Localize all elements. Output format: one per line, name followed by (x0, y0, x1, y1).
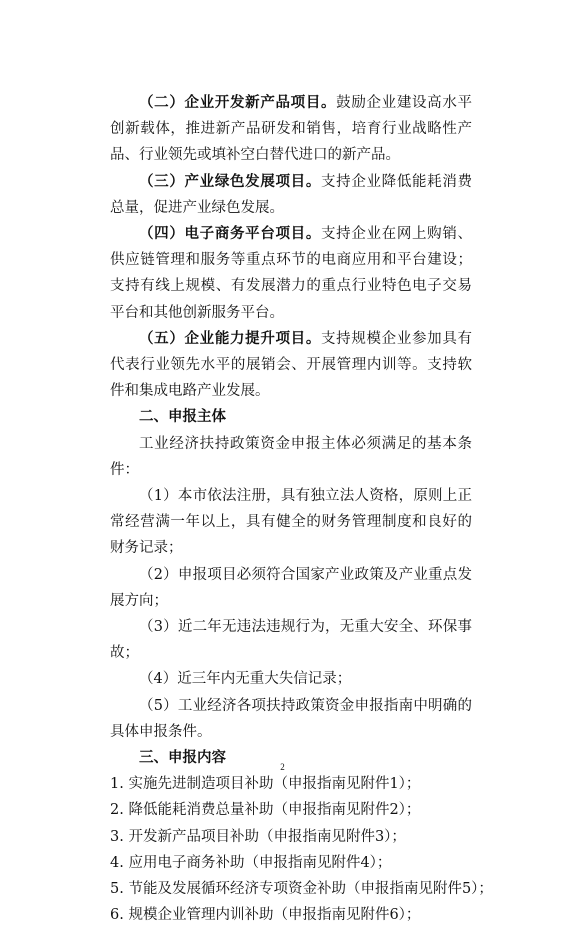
document-body (110, 90, 493, 929)
page-number: 2 (280, 762, 285, 772)
paragraph-green-development (110, 169, 472, 221)
paragraph-lead: （五）企业能力提升项目。 (139, 330, 321, 347)
content-list-item: 1. 实施先进制造项目补助（申报指南见附件1）； (110, 776, 421, 793)
content-list-item: 2. 降低能耗消费总量补助（申报指南见附件2）； (110, 802, 421, 819)
paragraph-text: 支持企业在网上购销、供应链管理和服务等重点环节的电商应用和平台建设；支持有线上规模、有发展潜力的重点行业特色电子交易平台和其他创新服务平台。 (110, 226, 472, 321)
condition-item: （3）近二年无违法违规行为，无重大安全、环保事故； (110, 619, 472, 662)
section-heading-applicants: 二、申报主体 (139, 409, 226, 426)
paragraph-lead: （四）电子商务平台项目。 (139, 226, 321, 243)
paragraph-lead: （二）企业开发新产品项目。 (139, 95, 337, 111)
content-list-item: 5. 节能及发展循环经济专项资金补助（申报指南见附件5）； (110, 881, 493, 898)
paragraph-ecommerce (110, 221, 472, 326)
condition-item: （2）申报项目必须符合国家产业政策及产业重点发展方向； (110, 566, 472, 609)
section-heading-content: 三、申报内容 (139, 750, 226, 767)
condition-item: （5）工业经济各项扶持政策资金申报指南中明确的具体申报条件。 (110, 697, 472, 740)
paragraph-new-product (110, 90, 472, 169)
paragraph-capability (110, 326, 472, 405)
paragraph-text: 鼓励企业建设高水平创新载体，推进新产品研发和销售，培育行业战略性产品、行业领先或填补空白替代进口的新产品。 (110, 95, 473, 164)
condition-item: （1）本市依法注册，具有独立法人资格，原则上正常经营满一年以上，具有健全的财务管理制度和良好的财务记录； (110, 488, 472, 557)
content-list-item: 6. 规模企业管理内训补助（申报指南见附件6）； (110, 907, 421, 924)
content-list-item: 3. 开发新产品项目补助（申报指南见附件3）； (110, 828, 406, 845)
paragraph-text: 支持规模企业参加具有代表行业领先水平的展销会、开展管理内训等。支持软件和集成电路产业发展。 (110, 330, 472, 400)
paragraph-lead: （三）产业绿色发展项目。 (139, 173, 321, 190)
condition-item: （4）近三年内无重大失信记录； (139, 671, 352, 688)
content-list-item: 4. 应用电子商务补助（申报指南见附件4）； (110, 854, 392, 871)
section-intro: 工业经济扶持政策资金申报主体必须满足的基本条件： (110, 435, 472, 478)
paragraph-text: 支持企业降低能耗消费总量，促进产业绿色发展。 (110, 173, 472, 216)
